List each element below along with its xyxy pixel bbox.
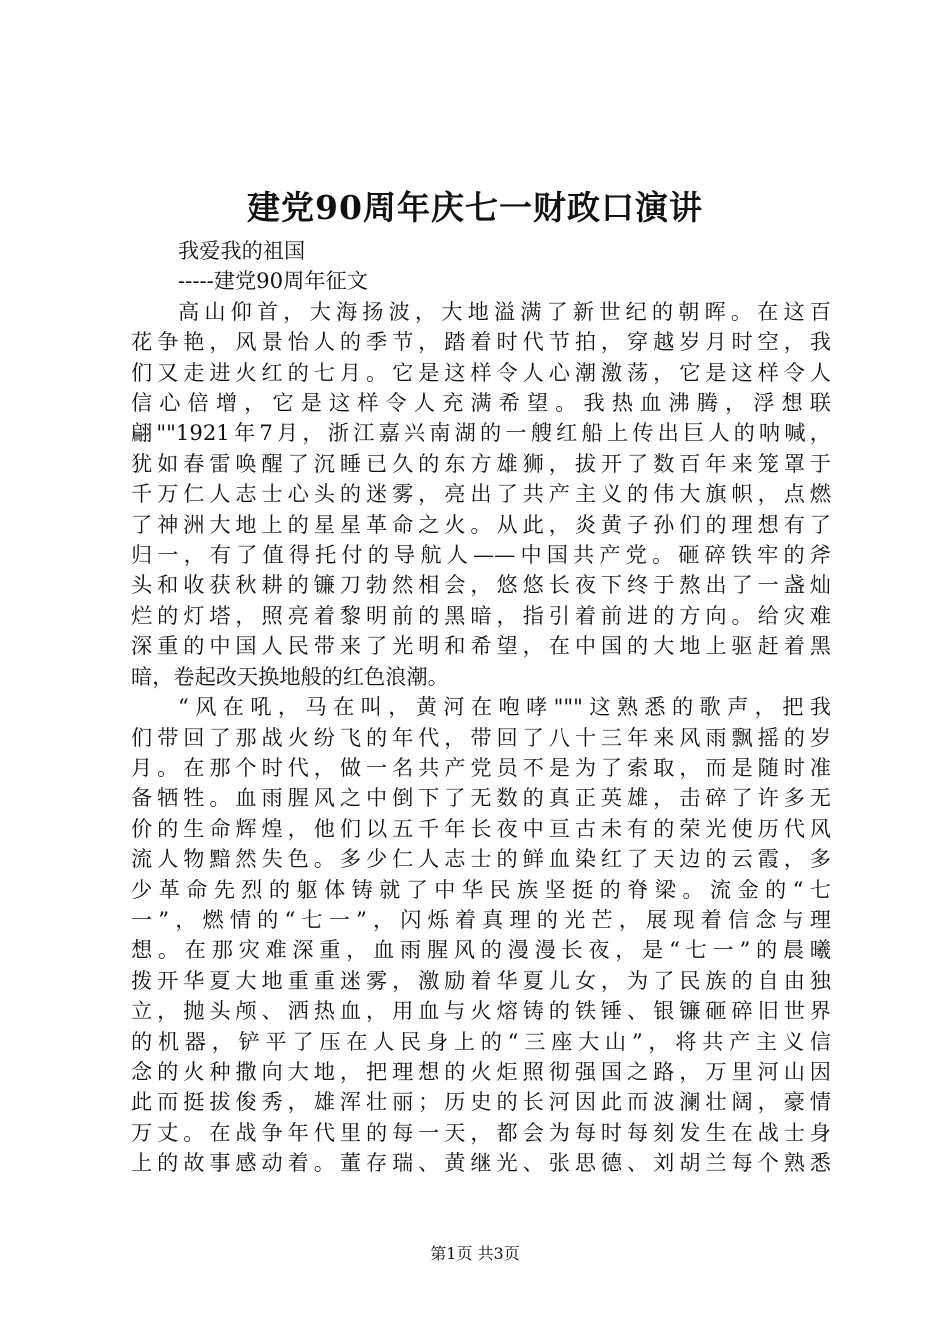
text-line: 此而挺拔俊秀，雄浑壮丽；历史的长河因此而波澜壮阔，豪情 — [131, 1089, 831, 1115]
text-line: 备牺牲。血雨腥风之中倒下了无数的真正英雄，击碎了许多无 — [131, 785, 831, 811]
text-line: 翩""1921年7月，浙江嘉兴南湖的一艘红船上传出巨人的呐喊， — [131, 420, 831, 446]
text-line: 暗，卷起改天换地般的红色浪潮。 — [131, 663, 449, 689]
text-line: 归一，有了值得托付的导航人——中国共产党。砸碎铁牢的斧 — [131, 542, 831, 568]
page-footer: 第1页 共3页 — [430, 1244, 520, 1263]
paragraph — [131, 297, 831, 692]
text-line: 月。在那个时代，做一名共产党员不是为了索取，而是随时准 — [131, 754, 831, 780]
paragraph — [131, 692, 831, 1179]
text-line: 花争艳，风景怡人的季节，踏着时代节拍，穿越岁月时空，我 — [131, 329, 831, 355]
text-line: 上的故事感动着。董存瑞、黄继光、张思德、刘胡兰每个熟悉 — [131, 1150, 831, 1176]
text-line: 犹如春雷唤醒了沉睡已久的东方雄狮，拔开了数百年来笼罩于 — [131, 450, 831, 476]
text-line: 想。在那灾难深重，血雨腥风的漫漫长夜，是“七一”的晨曦 — [131, 937, 831, 963]
document-title: 建党90周年庆七一财政口演讲 — [247, 188, 703, 227]
text-line: 念的火种撒向大地，把理想的火炬照彻强国之路，万里河山因 — [131, 1058, 831, 1084]
text-line: 拨开华夏大地重重迷雾，激励着华夏儿女，为了民族的自由独 — [131, 967, 831, 993]
subtitle-line: 我爱我的祖国 — [178, 238, 306, 263]
text-line: 立，抛头颅、洒热血，用血与火熔铸的铁锤、银镰砸碎旧世界 — [131, 998, 831, 1024]
text-line: 少革命先烈的躯体铸就了中华民族坚挺的脊梁。流金的“七 — [131, 876, 831, 902]
text-line: 流人物黯然失色。多少仁人志士的鲜血染红了天边的云霞，多 — [131, 846, 831, 872]
subtitle-line: -----建党90周年征文 — [178, 268, 368, 294]
text-line: 信心倍增，它是这样令人充满希望。我热血沸腾，浮想联 — [131, 390, 831, 416]
text-line: 千万仁人志士心头的迷雾，亮出了共产主义的伟大旗帜，点燃 — [131, 481, 831, 507]
text-line: 一”，燃情的“七一”，闪烁着真理的光芒，展现着信念与理 — [131, 906, 831, 932]
text-line: 万丈。在战争年代里的每一天，都会为每时每刻发生在战士身 — [131, 1119, 831, 1145]
text-line: 们带回了那战火纷飞的年代，带回了八十三年来风雨飘摇的岁 — [131, 724, 831, 750]
text-line: 头和收获秋耕的镰刀勃然相会，悠悠长夜下终于熬出了一盏灿 — [131, 572, 831, 598]
text-line: 价的生命辉煌，他们以五千年长夜中亘古未有的荣光使历代风 — [131, 815, 831, 841]
text-line: 深重的中国人民带来了光明和希望，在中国的大地上驱赶着黑 — [131, 633, 831, 659]
document-body — [131, 236, 831, 1179]
text-line: 了神洲大地上的星星革命之火。从此，炎黄子孙们的理想有了 — [131, 511, 831, 537]
text-line: 们又走进火红的七月。它是这样令人心潮激荡，它是这样令人 — [131, 359, 831, 385]
text-line: 的机器，铲平了压在人民身上的“三座大山”，将共产主义信 — [131, 1028, 831, 1054]
text-line: 烂的灯塔，照亮着黎明前的黑暗，指引着前进的方向。给灾难 — [131, 602, 831, 628]
text-line: “风在吼，马在叫，黄河在咆哮"""这熟悉的歌声，把我 — [178, 694, 831, 720]
text-line: 高山仰首，大海扬波，大地溢满了新世纪的朝晖。在这百 — [178, 298, 831, 324]
